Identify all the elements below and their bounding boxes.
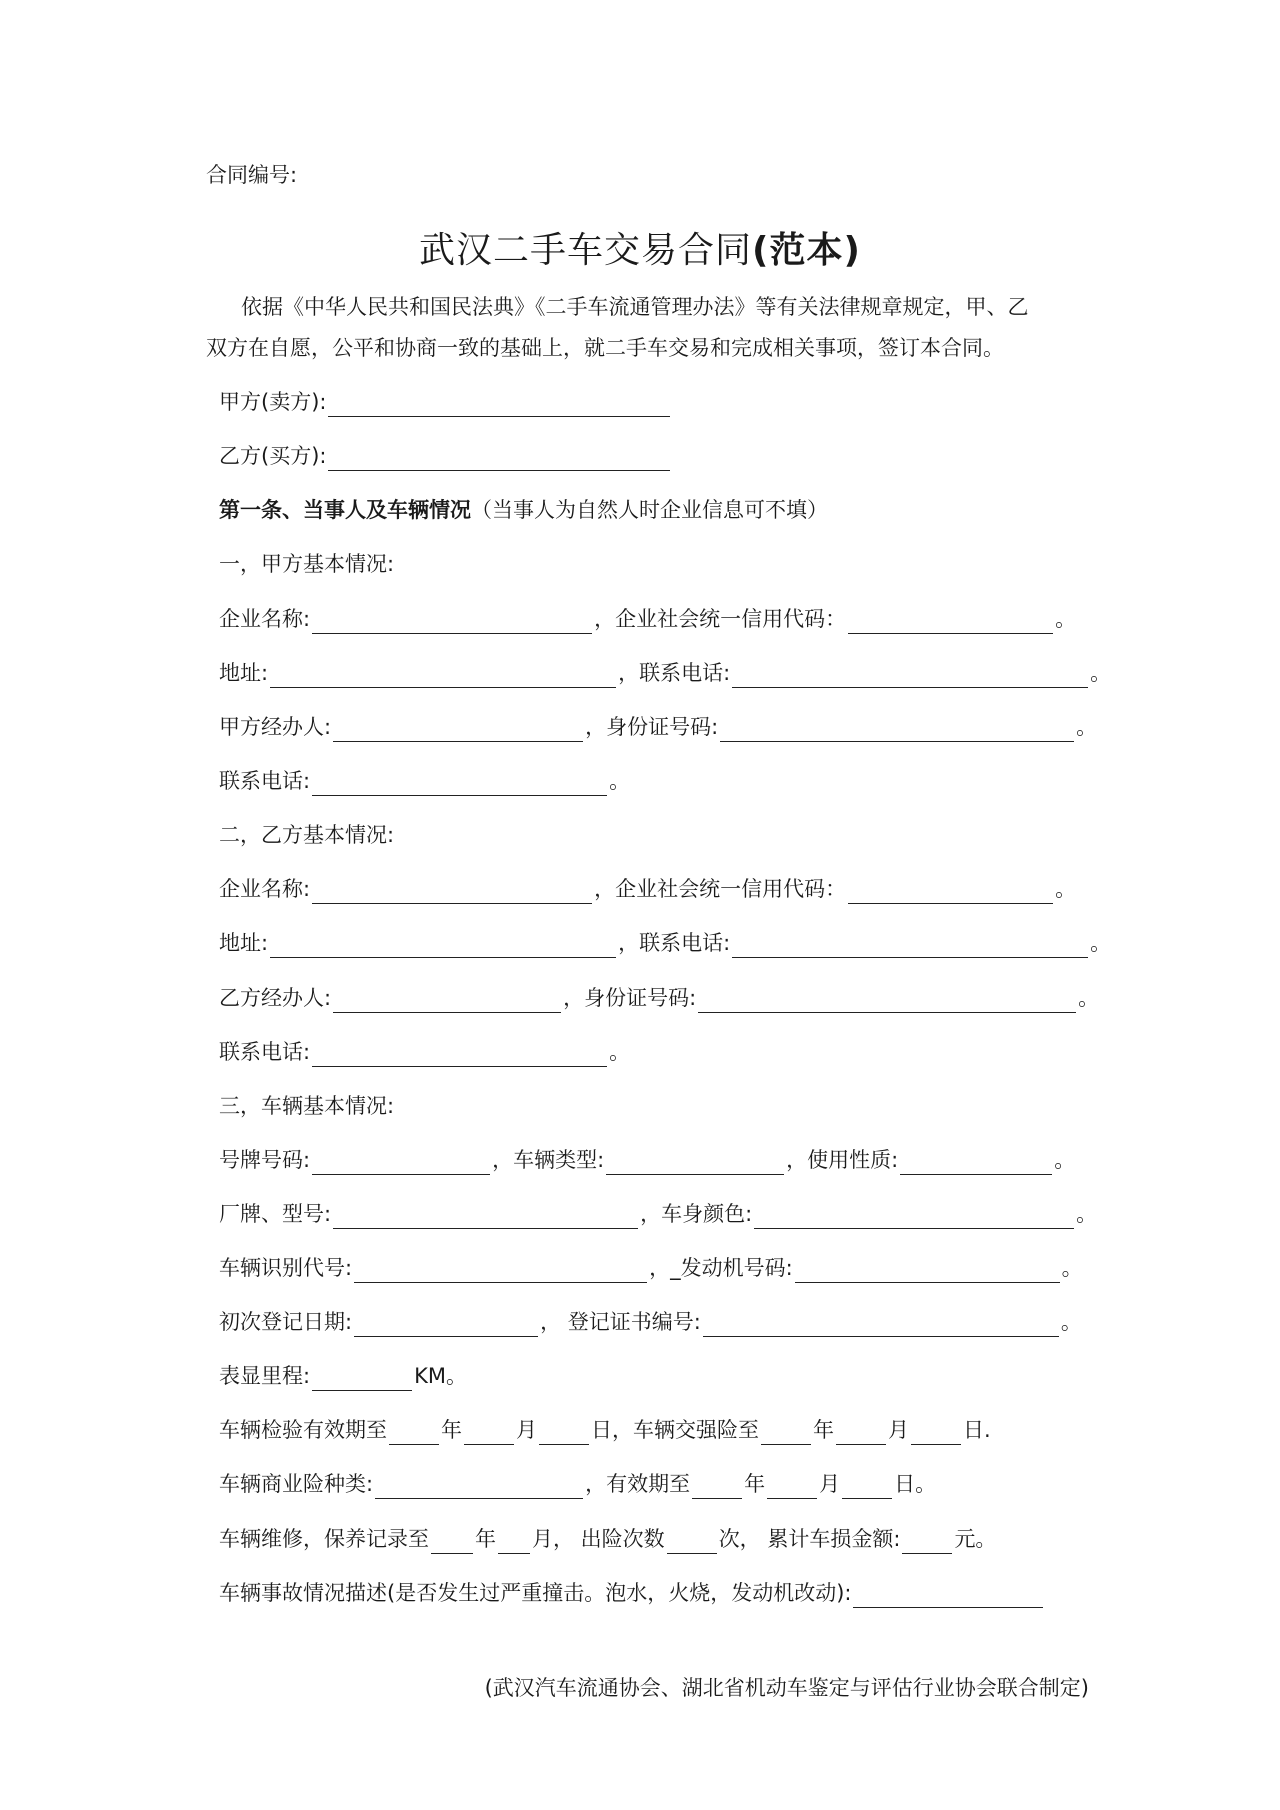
reg-cert-field[interactable]	[703, 1312, 1059, 1337]
b-phone-field[interactable]	[312, 1042, 607, 1067]
a-company-row	[219, 604, 1076, 634]
mileage-label: 表显里程:	[219, 1364, 311, 1388]
month-label: 月	[888, 1418, 909, 1442]
first-reg-label: 初次登记日期:	[219, 1310, 353, 1334]
year-label: 年	[813, 1418, 834, 1442]
id-no-label: ，身份证号码:	[585, 715, 719, 739]
period: 。	[609, 769, 631, 793]
accident-label: 车辆事故情况描述(是否发生过严重撞击。泡水，火烧，发动机改动):	[219, 1581, 852, 1605]
phone-inline-label: ，联系电话:	[618, 931, 731, 955]
period: 。	[609, 1040, 631, 1064]
article-1-note: （当事人为自然人时企业信息可不填）	[471, 498, 828, 522]
inspect-day-field[interactable]	[539, 1420, 589, 1445]
yuan-unit: 元。	[954, 1527, 997, 1551]
vehicle-type-field[interactable]	[606, 1150, 784, 1175]
brand-row	[219, 1199, 1097, 1229]
a-phone-row	[219, 766, 630, 796]
article-1-heading	[219, 495, 828, 525]
a-id-no-field[interactable]	[720, 717, 1074, 742]
ins-day-field[interactable]	[911, 1420, 961, 1445]
b-agent-field[interactable]	[333, 988, 561, 1013]
agent-b-label: 乙方经办人:	[219, 986, 332, 1010]
b-address-field[interactable]	[270, 933, 616, 958]
commercial-month-field[interactable]	[767, 1474, 817, 1499]
id-no-label: ，身份证号码:	[563, 986, 697, 1010]
mileage-field[interactable]	[312, 1366, 412, 1391]
use-nature-label: ，使用性质:	[786, 1148, 899, 1172]
commercial-day-field[interactable]	[842, 1474, 892, 1499]
credit-code-label: ，企业社会统一信用代码：	[594, 607, 847, 631]
period: 。	[1076, 715, 1098, 739]
period: 。	[1060, 1310, 1082, 1334]
vin-row	[219, 1253, 1083, 1283]
commercial-label: 车辆商业险种类:	[219, 1472, 374, 1496]
b-agent-row	[219, 983, 1099, 1013]
b-credit-code-field[interactable]	[848, 879, 1053, 904]
a-credit-code-field[interactable]	[848, 609, 1053, 634]
a-phone-field[interactable]	[312, 771, 607, 796]
period: 。	[1055, 877, 1077, 901]
period: 。	[1061, 1256, 1083, 1280]
plate-label: 号牌号码:	[219, 1148, 311, 1172]
vin-label: 车辆识别代号:	[219, 1256, 353, 1280]
intro-line-1: 依据《中华人民共和国民法典》《二手车流通管理办法》等有关法律规章规定，甲、乙	[241, 295, 1029, 319]
a-agent-row	[219, 712, 1097, 742]
title-paren: (范本)	[752, 230, 861, 271]
period: 。	[1054, 1148, 1076, 1172]
km-unit: KM。	[414, 1364, 467, 1388]
commercial-ins-row	[219, 1469, 936, 1499]
period: 。	[1090, 931, 1112, 955]
commercial-type-field[interactable]	[375, 1474, 583, 1499]
period: 。	[1076, 1202, 1098, 1226]
inspect-label: 车辆检验有效期至	[219, 1418, 387, 1442]
party-b-row	[219, 441, 672, 471]
month-label: 月	[819, 1472, 841, 1496]
period: 。	[1090, 661, 1112, 685]
party-b-field[interactable]	[328, 446, 670, 471]
address-label: 地址:	[219, 661, 269, 685]
party-a-field[interactable]	[328, 392, 670, 417]
b-company-name-field[interactable]	[312, 879, 592, 904]
day-label: 日。	[894, 1472, 937, 1496]
first-reg-field[interactable]	[354, 1312, 538, 1337]
accident-row	[219, 1578, 1045, 1608]
period: 。	[1078, 986, 1100, 1010]
a-agent-field[interactable]	[333, 717, 583, 742]
title-main: 武汉二手车交易合同	[419, 230, 753, 271]
phone-label: 联系电话:	[219, 1040, 311, 1064]
b-company-row	[219, 874, 1076, 904]
section-2-heading: 二，乙方基本情况:	[219, 823, 395, 847]
section-3-heading: 三，车辆基本情况:	[219, 1094, 395, 1118]
engine-no-field[interactable]	[795, 1258, 1060, 1283]
company-name-label: 企业名称:	[219, 877, 311, 901]
maint-year-field[interactable]	[431, 1529, 473, 1554]
damage-amount-label: 次， 累计车损金额:	[718, 1527, 901, 1551]
b-phone-row	[219, 1037, 630, 1067]
accident-field[interactable]	[853, 1583, 1043, 1608]
maintenance-row	[219, 1524, 996, 1554]
body-color-label: ，车身颜色:	[640, 1202, 753, 1226]
vehicle-type-label: ，车辆类型:	[492, 1148, 605, 1172]
party-a-row	[219, 387, 672, 417]
day-label: 日.	[963, 1418, 991, 1442]
brand-model-field[interactable]	[333, 1204, 638, 1229]
agent-a-label: 甲方经办人:	[219, 715, 332, 739]
year-label: 年	[744, 1472, 766, 1496]
document-title	[0, 222, 1280, 273]
phone-label: 联系电话:	[219, 769, 311, 793]
contract-number-label: 合同编号:	[206, 163, 298, 187]
ins-month-field[interactable]	[836, 1420, 886, 1445]
vin-field[interactable]	[354, 1258, 647, 1283]
period: 。	[1055, 607, 1077, 631]
valid-until-label: ，有效期至	[585, 1472, 691, 1496]
issuer-footer: (武汉汽车流通协会、湖北省机动车鉴定与评估行业协会联合制定)	[484, 1676, 1089, 1700]
section-1-heading: 一，甲方基本情况:	[219, 552, 395, 576]
maint-month-field[interactable]	[498, 1529, 530, 1554]
b-address-phone-field[interactable]	[732, 933, 1088, 958]
damage-amount-field[interactable]	[902, 1529, 952, 1554]
party-b-label: 乙方(买方):	[219, 444, 327, 468]
a-company-name-field[interactable]	[312, 609, 592, 634]
party-a-label: 甲方(卖方):	[219, 390, 327, 414]
plate-field[interactable]	[312, 1150, 490, 1175]
mileage-row	[219, 1361, 467, 1391]
a-address-phone-field[interactable]	[732, 663, 1088, 688]
maint-label: 车辆维修，保养记录至	[219, 1527, 429, 1551]
body-color-field[interactable]	[754, 1204, 1074, 1229]
claims-label: 月， 出险次数	[532, 1527, 665, 1551]
registration-row	[219, 1307, 1082, 1337]
brand-model-label: 厂牌、型号:	[219, 1202, 332, 1226]
credit-code-label: ，企业社会统一信用代码：	[594, 877, 847, 901]
month-label: 月	[516, 1418, 537, 1442]
a-address-row	[219, 658, 1111, 688]
ins-year-field[interactable]	[761, 1420, 811, 1445]
year-label: 年	[441, 1418, 462, 1442]
claims-count-field[interactable]	[667, 1529, 717, 1554]
phone-inline-label: ，联系电话:	[618, 661, 731, 685]
b-id-no-field[interactable]	[698, 988, 1076, 1013]
b-address-row	[219, 928, 1111, 958]
plate-row	[219, 1145, 1075, 1175]
reg-cert-label: ， 登记证书编号:	[540, 1310, 701, 1334]
engine-no-label: ，_发动机号码:	[649, 1256, 793, 1280]
inspect-month-field[interactable]	[464, 1420, 514, 1445]
intro-line-2: 双方在自愿，公平和协商一致的基础上，就二手车交易和完成相关事项，签订本合同。	[206, 336, 1004, 360]
inspect-year-field[interactable]	[389, 1420, 439, 1445]
year-label: 年	[475, 1527, 496, 1551]
a-address-field[interactable]	[270, 663, 616, 688]
compulsory-ins-label: 日，车辆交强险至	[591, 1418, 759, 1442]
company-name-label: 企业名称:	[219, 607, 311, 631]
inspection-row	[219, 1415, 991, 1445]
address-label: 地址:	[219, 931, 269, 955]
article-1-title: 第一条、当事人及车辆情况	[219, 498, 471, 522]
commercial-year-field[interactable]	[692, 1474, 742, 1499]
use-nature-field[interactable]	[900, 1150, 1052, 1175]
